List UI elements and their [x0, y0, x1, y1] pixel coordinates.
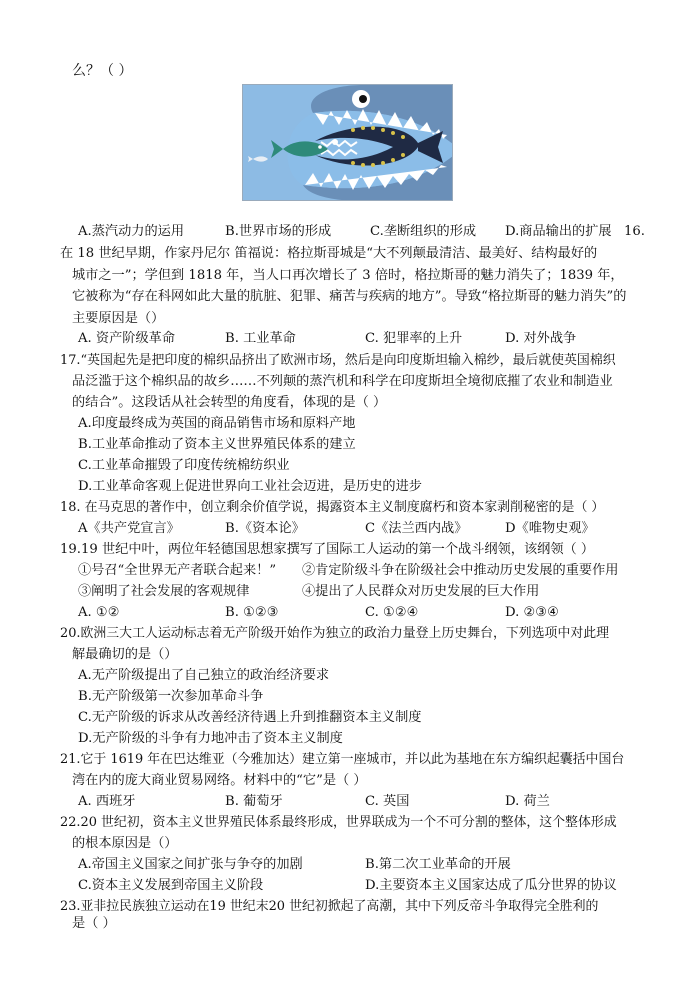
q19-stem: 19.19 世纪中叶，两位年轻德国思想家撰写了国际工人运动的第一个战斗纲领，该纲领（ ） [60, 542, 595, 557]
question-15-stem-tail: 么？（ ） [72, 63, 133, 79]
q20-option-b: B.无产阶级第一次参加革命斗争 [78, 689, 264, 704]
q17-stem-line-3: 的结合”。这段话从社会转型的角度看，体现的是（ ） [72, 395, 387, 410]
q22-option-d: D.主要资本主义国家达成了瓜分世界的协议 [365, 878, 617, 893]
q17-stem-line-2: 品泛滥于这个棉织品的故乡……不列颠的蒸汽机和科学在印度斯坦全境彻底摧了农业和制造业 [72, 374, 613, 389]
q23-stem-line-1: 23.亚非拉民族独立运动在19 世纪末20 世纪初掀起了高潮，其中下列反帝斗争取得完全胜利的 [60, 899, 599, 914]
q17-stem-line-1: 17.“英国起先是把印度的棉织品挤出了欧洲市场，然后是向印度斯坦输入棉纱，最后就使英国棉织 [60, 353, 616, 368]
q18-stem: 18. 在马克思的著作中，创立剩余价值学说，揭露资本主义制度腐朽和资本家剥削秘密的是（ ） [60, 500, 605, 515]
q16-number: 16. [624, 224, 645, 239]
q15-option-b: B.世界市场的形成 [225, 224, 332, 239]
q21-option-c: C. 英国 [365, 794, 410, 809]
q19-item-4: ④提出了人民群众对历史发展的巨大作用 [302, 584, 540, 599]
q21-stem-line-2: 湾在内的庞大商业贸易网络。材料中的“它”是（ ） [72, 773, 367, 788]
q19-item-3: ③阐明了社会发展的客观规律 [78, 584, 250, 599]
q21-option-d: D. 荷兰 [505, 794, 550, 809]
fish-cartoon-image [242, 84, 453, 201]
q18-option-b: B.《资本论》 [225, 521, 305, 536]
q16-option-a: A. 资产阶级革命 [78, 331, 176, 346]
q20-option-d: D.无产阶级的斗争有力地冲击了资本主义制度 [78, 731, 343, 746]
q22-stem-line-2: 的根本原因是（） [72, 836, 178, 851]
q21-option-a: A. 西班牙 [78, 794, 136, 809]
q20-option-c: C.无产阶级的诉求从改善经济待遇上升到推翻资本主义制度 [78, 710, 422, 725]
q22-option-b: B.第二次工业革命的开展 [365, 857, 511, 872]
q19-option-a: A. ①② [78, 605, 120, 620]
q15-option-a: A.蒸汽动力的运用 [78, 224, 185, 239]
q20-stem-line-2: 解最确切的是（） [72, 647, 178, 662]
q16-option-b: B. 工业革命 [225, 331, 296, 346]
q17-option-c: C.工业革命摧毁了印度传统棉纺织业 [78, 458, 290, 473]
q19-item-1: ①号召“全世界无产者联合起来！” [78, 563, 277, 578]
q18-option-d: D《唯物史观》 [505, 521, 595, 536]
q22-option-a: A.帝国主义国家之间扩张与争夺的加剧 [78, 857, 303, 872]
q19-item-2: ②肯定阶级斗争在阶级社会中推动历史发展的重要作用 [302, 563, 619, 578]
q17-option-b: B.工业革命推动了资本主义世界殖民体系的建立 [78, 437, 356, 452]
q16-stem-line-4: 主要原因是（） [72, 311, 165, 326]
q20-option-a: A.无产阶级提出了自己独立的政治经济要求 [78, 668, 330, 683]
q22-option-c: C.资本主义发展到帝国主义阶段 [78, 878, 264, 893]
q16-option-c: C. 犯罪率的上升 [365, 331, 463, 346]
q17-option-a: A.印度最终成为英国的商品销售市场和原料产地 [78, 416, 356, 431]
q20-stem-line-1: 20.欧洲三大工人运动标志着无产阶级开始作为独立的政治力量登上历史舞台，下列选项中对此理 [60, 626, 610, 641]
q21-stem-line-1: 21.它于 1619 年在巴达维亚（今雅加达）建立第一座城市，并以此为基地在东方编织起囊括中国台 [60, 752, 625, 767]
q15-option-d: D.商品输出的扩展 [505, 224, 612, 239]
q16-option-d: D. 对外战争 [505, 331, 577, 346]
q21-option-b: B. 葡萄牙 [225, 794, 283, 809]
big-fish-eats-small-fish-illustration [243, 85, 453, 201]
q22-stem-line-1: 22.20 世纪初，资本主义世界殖民体系最终形成，世界联成为一个不可分割的整体，这个整体形成 [60, 815, 617, 830]
q15-option-c: C.垄断组织的形成 [370, 224, 477, 239]
q23-stem-line-2: 是（ ） [72, 916, 116, 931]
q16-stem-line-2: 城市之一”；学但到 1818 年，当人口再次增长了 3 倍时，格拉斯哥的魅力消失了；1839 年， [72, 268, 624, 283]
q16-stem-line-3: 它被称为“存在科网如此大量的肮脏、犯罪、痛苦与疾病的地方”。导致“格拉斯哥的魅力消失”的 [72, 289, 627, 304]
q18-option-c: C《法兰西内战》 [365, 521, 468, 536]
q16-stem-line-1: 在 18 世纪早期，作家丹尼尔 笛福说：格拉斯哥城是“大不列颠最清洁、最美好、结构最好的 [60, 246, 598, 261]
q18-option-a: A《共产党宣言》 [78, 521, 180, 536]
q19-option-b: B. ①②③ [225, 605, 279, 620]
q17-option-d: D.工业革命客观上促进世界向工业社会迈进，是历史的进步 [78, 479, 422, 494]
q19-option-d: D. ②③④ [505, 605, 559, 620]
q19-option-c: C. ①②④ [365, 605, 419, 620]
